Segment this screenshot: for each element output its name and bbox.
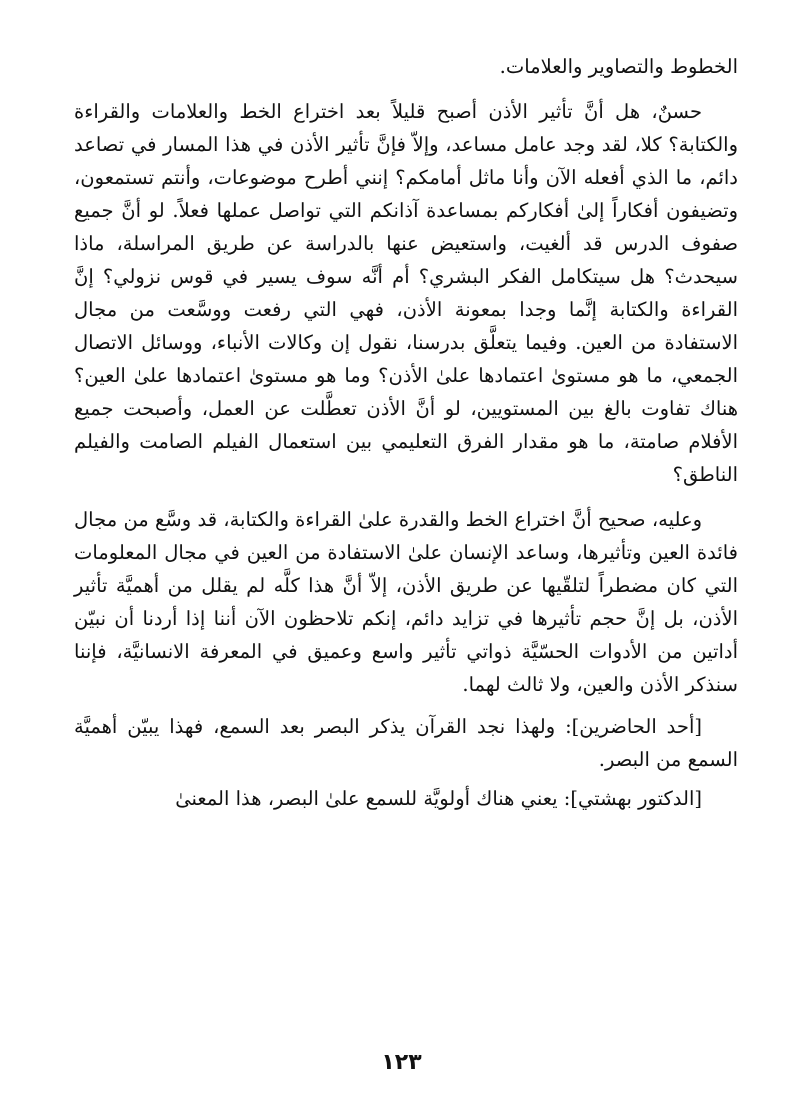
page-number: ١٢٣ (381, 1050, 422, 1075)
paragraph-continuation: الخطوط والتصاوير والعلامات. (499, 55, 738, 78)
paragraph: وعليه، صحيح أنَّ اختراع الخط والقدرة علىٰ القراءة والكتابة، قد وسَّع من مجال فائدة العين وتأثيرها، وساعد الإنسان علىٰ الاستفادة من العين في مجال المعلومات التي كان مضطراً لتلقّيها عن طريق الأذن، إلاّ أنَّ هذا كلَّه لم يقلل من أهميَّة تأثير الأذن، بل إنَّ حجم تأثيرها في تزايد دائم، إنكم تلاحظون الآن أننا إذا أردنا أن نبيّن أداتين من الأدوات الحسّيَّة ذواتي تأثير واسع وعميق في المعرفة الانسانيَّة، فإننا سنذكر الأذن والعين، ولا ثالث لهما. (74, 508, 738, 696)
paragraph-speaker-reply: [الدكتور بهشتي]: يعني هناك أولويَّة للسمع علىٰ البصر، هذا المعنىٰ (175, 787, 702, 810)
paragraph: حسنٌ، هل أنَّ تأثير الأذن أصبح قليلاً بعد اختراع الخط والعلامات والقراءة والكتابة؟ كلا، لقد وجد عامل مساعد، وإلاّ فإنَّ تأثير الأذن في هذا المسار في تصاعد دائم، ما الذي أفعله الآن وأنا ماثل أمامكم؟ إنني أطرح موضوعات، وأنتم تستمعون، وتضيفون أفكاراً إلىٰ أفكاركم بمساعدة آذانكم التي تواصل عملها فعلاً. لو أنَّ جميع صفوف الدرس قد ألغيت، واستعيض عنها بالدراسة عن طريق المراسلة، ماذا سيحدث؟ هل سيتكامل الفكر البشري؟ أم أنَّه سوف يسير في قوس نزولي؟ إنَّ القراءة والكتابة إنَّما وجدا بمعونة الأذن، فهي التي رفعت ووسَّعت من مجال الاستفادة من العين. وفيما يتعلَّق بدرسنا، نقول إن وكالات الأنباء، ووسائل الاتصال الجمعي، ما هو مستوىٰ اعتمادها علىٰ الأذن؟ وما هو مستوىٰ اعتمادها علىٰ العين؟ هناك تفاوت بالغ بين المستويين، لو أنَّ الأذن تعطَّلت عن العمل، وأصبحت جميع الأفلام صامتة، ما هو مقدار الفرق التعليمي بين استعمال الفيلم الصامت والفيلم الناطق؟ (74, 100, 738, 486)
paragraph-audience-comment: [أحد الحاضرين]: ولهذا نجد القرآن يذكر البصر بعد السمع، فهذا يبيّن أهميَّة السمع من البصر. (74, 715, 738, 771)
body-text (74, 50, 738, 815)
